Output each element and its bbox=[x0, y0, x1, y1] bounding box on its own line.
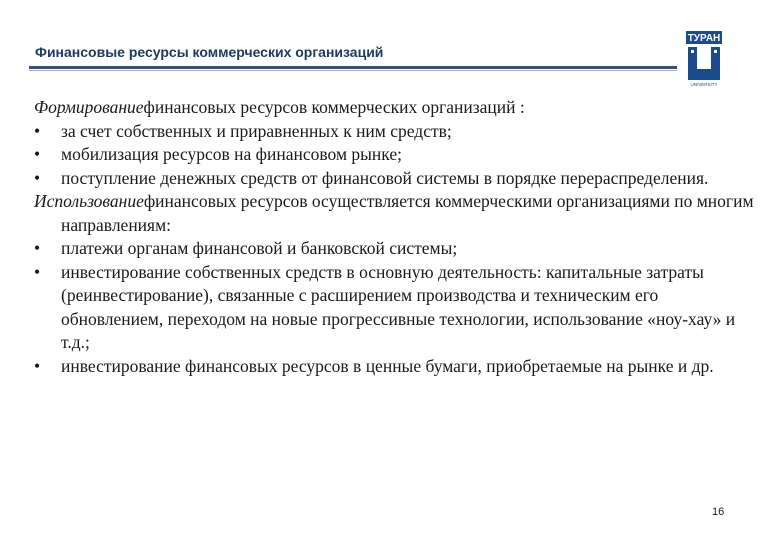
formation-lead: Формирование bbox=[34, 97, 144, 117]
bullet-icon: • bbox=[34, 120, 41, 141]
formation-item bbox=[34, 143, 754, 167]
usage-rest: финансовых ресурсов осуществляется коммерческими организациями по многим направлениям: bbox=[61, 191, 754, 235]
bullet-icon: • bbox=[34, 167, 41, 188]
header-divider-thin bbox=[29, 70, 677, 71]
bullet-icon: • bbox=[34, 355, 41, 376]
bullet-icon: • bbox=[34, 261, 41, 282]
logo-u-notch-right bbox=[714, 50, 717, 53]
bullet-icon: • bbox=[34, 238, 41, 258]
logo-u-cutout bbox=[697, 47, 711, 69]
usage-item bbox=[34, 237, 754, 261]
slide-body bbox=[34, 96, 754, 378]
slide-header-title: Финансовые ресурсы коммерческих организаций bbox=[35, 44, 384, 60]
formation-item-text: поступление денежных средств от финансовой системы в порядке перераспределения. bbox=[61, 167, 709, 188]
logo-bottom-text: UNIVERSITY bbox=[690, 82, 718, 87]
header-divider bbox=[29, 66, 677, 69]
usage-item-text: инвестирование собственных средств в основную деятельность: капитальные затраты (реинвестирование), связанные с расширением производства и техническим его обновлением, переходом на новые прогрессивные технологии, использование «ноу-хау» и т.д.; bbox=[61, 261, 736, 352]
usage-heading bbox=[34, 190, 754, 237]
bullet-icon: • bbox=[34, 144, 41, 164]
usage-item bbox=[34, 261, 754, 355]
formation-item-text: мобилизация ресурсов на финансовом рынке; bbox=[61, 144, 402, 164]
usage-item bbox=[34, 355, 754, 379]
formation-item-text: за счет собственных и приравненных к ним средств; bbox=[61, 120, 452, 141]
formation-heading bbox=[34, 96, 754, 120]
logo-top-text: ТУРАН bbox=[687, 33, 721, 44]
usage-item-text: платежи органам финансовой и банковской системы; bbox=[61, 238, 458, 258]
formation-rest: финансовых ресурсов коммерческих организаций : bbox=[143, 97, 525, 117]
logo-u-notch-left bbox=[691, 50, 694, 53]
usage-item-text: инвестирование финансовых ресурсов в ценные бумаги, приобретаемые на рынке и др. bbox=[61, 355, 714, 376]
page-number: 16 bbox=[712, 506, 725, 518]
usage-lead: Использование bbox=[34, 191, 144, 211]
turan-university-logo bbox=[685, 30, 723, 88]
formation-item bbox=[34, 120, 754, 144]
formation-item bbox=[34, 167, 754, 191]
